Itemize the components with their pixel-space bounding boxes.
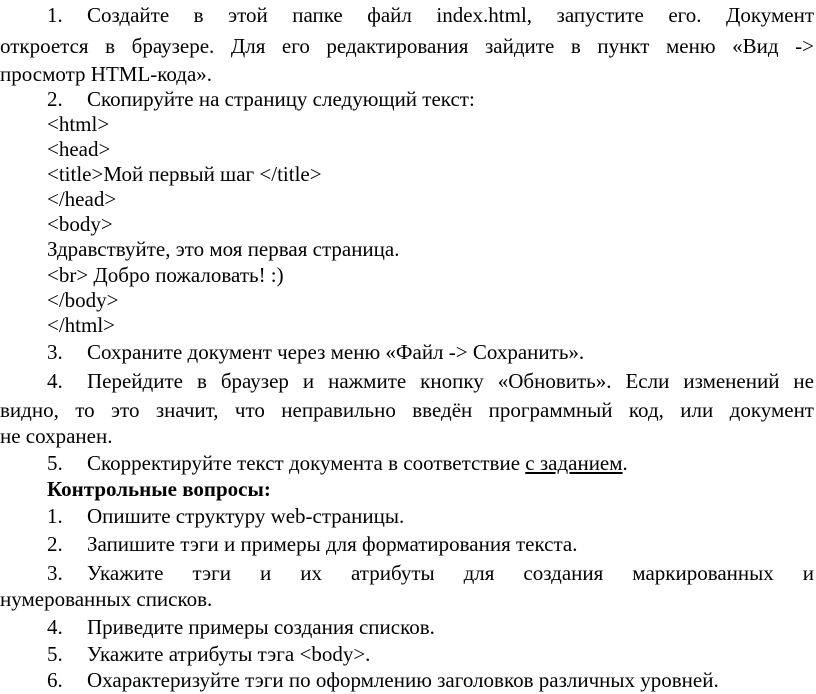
code-line xyxy=(0,186,816,212)
question-4-number: 4. xyxy=(47,615,63,639)
step-4-line-3 xyxy=(0,423,816,449)
question-3-text-line-2: нумерованных списков. xyxy=(0,587,213,611)
question-3-text-line-1: Укажите тэги и их атрибуты для создания маркированных и xyxy=(87,561,814,585)
step-3 xyxy=(0,339,816,365)
code-text: <body> xyxy=(47,212,113,236)
task-link[interactable]: с заданием xyxy=(525,451,623,475)
code-text: <br> Добро пожаловать! :) xyxy=(47,263,284,287)
code-line xyxy=(0,236,816,262)
question-5 xyxy=(0,641,816,667)
step-5-text xyxy=(87,450,628,476)
step-4-line-1 xyxy=(0,368,816,394)
step-1-line-3 xyxy=(0,61,816,87)
question-2-number: 2. xyxy=(47,532,63,556)
step-1-text-line-2: откроется в браузере. Для его редактирования зайдите в пункт меню «Вид -> xyxy=(0,34,814,58)
step-4-line-2 xyxy=(0,397,816,423)
question-5-number: 5. xyxy=(47,642,63,666)
step-4-text-line-2: видно, то это значит, что неправильно введён программный код, или документ xyxy=(0,398,814,422)
questions-heading-line xyxy=(0,476,816,502)
step-1-text-line-1: Создайте в этой папке файл index.html, запустите его. Документ xyxy=(87,3,814,27)
code-text: </body> xyxy=(47,288,119,312)
question-2 xyxy=(0,531,816,557)
step-2-number: 2. xyxy=(47,87,63,111)
code-line xyxy=(0,287,816,313)
code-line xyxy=(0,211,816,237)
code-line xyxy=(0,262,816,288)
question-6-number: 6. xyxy=(47,668,63,692)
step-3-text: Сохраните документ через меню «Файл -> Сохранить». xyxy=(87,340,585,364)
question-3-number: 3. xyxy=(47,561,63,585)
question-5-text: Укажите атрибуты тэга <body>. xyxy=(87,642,371,666)
code-text: <head> xyxy=(47,137,111,161)
step-1-line-1 xyxy=(0,2,816,28)
code-text: <title>Мой первый шаг </title> xyxy=(47,162,322,186)
step-1-number: 1. xyxy=(47,3,63,27)
code-text: Здравствуйте, это моя первая страница. xyxy=(47,237,400,261)
step-2-text: Скопируйте на страницу следующий текст: xyxy=(87,87,475,111)
step-5-text-before: Скорректируйте текст документа в соответствие xyxy=(87,451,526,475)
question-6 xyxy=(0,667,816,693)
code-text: </head> xyxy=(47,187,117,211)
question-4 xyxy=(0,614,816,640)
step-2 xyxy=(0,86,816,112)
code-text: </html> xyxy=(47,313,116,337)
question-1-text: Опишите структуру web-страницы. xyxy=(87,504,405,528)
question-3-line-2 xyxy=(0,586,816,612)
question-3-line-1 xyxy=(0,560,816,586)
step-4-number: 4. xyxy=(47,369,63,393)
code-line xyxy=(0,161,816,187)
step-4-text-line-3: не сохранен. xyxy=(0,424,113,448)
step-4-text-line-1: Перейдите в браузер и нажмите кнопку «Обновить». Если изменений не xyxy=(87,369,814,393)
step-5 xyxy=(0,450,816,476)
question-4-text: Приведите примеры создания списков. xyxy=(87,615,435,639)
questions-heading: Контрольные вопросы: xyxy=(47,477,271,501)
step-3-number: 3. xyxy=(47,340,63,364)
step-5-text-after: . xyxy=(622,451,628,475)
code-line xyxy=(0,136,816,162)
code-text: <html> xyxy=(47,112,110,136)
question-1 xyxy=(0,503,816,529)
question-2-text: Запишите тэги и примеры для форматирования текста. xyxy=(87,532,578,556)
step-1-text-line-3: просмотр HTML-кода». xyxy=(0,62,213,86)
code-line xyxy=(0,111,816,137)
step-5-number: 5. xyxy=(47,451,63,475)
code-line xyxy=(0,312,816,338)
question-1-number: 1. xyxy=(47,504,63,528)
question-6-text: Охарактеризуйте тэги по оформлению заголовков различных уровней. xyxy=(87,668,719,692)
step-1-line-2 xyxy=(0,33,816,59)
